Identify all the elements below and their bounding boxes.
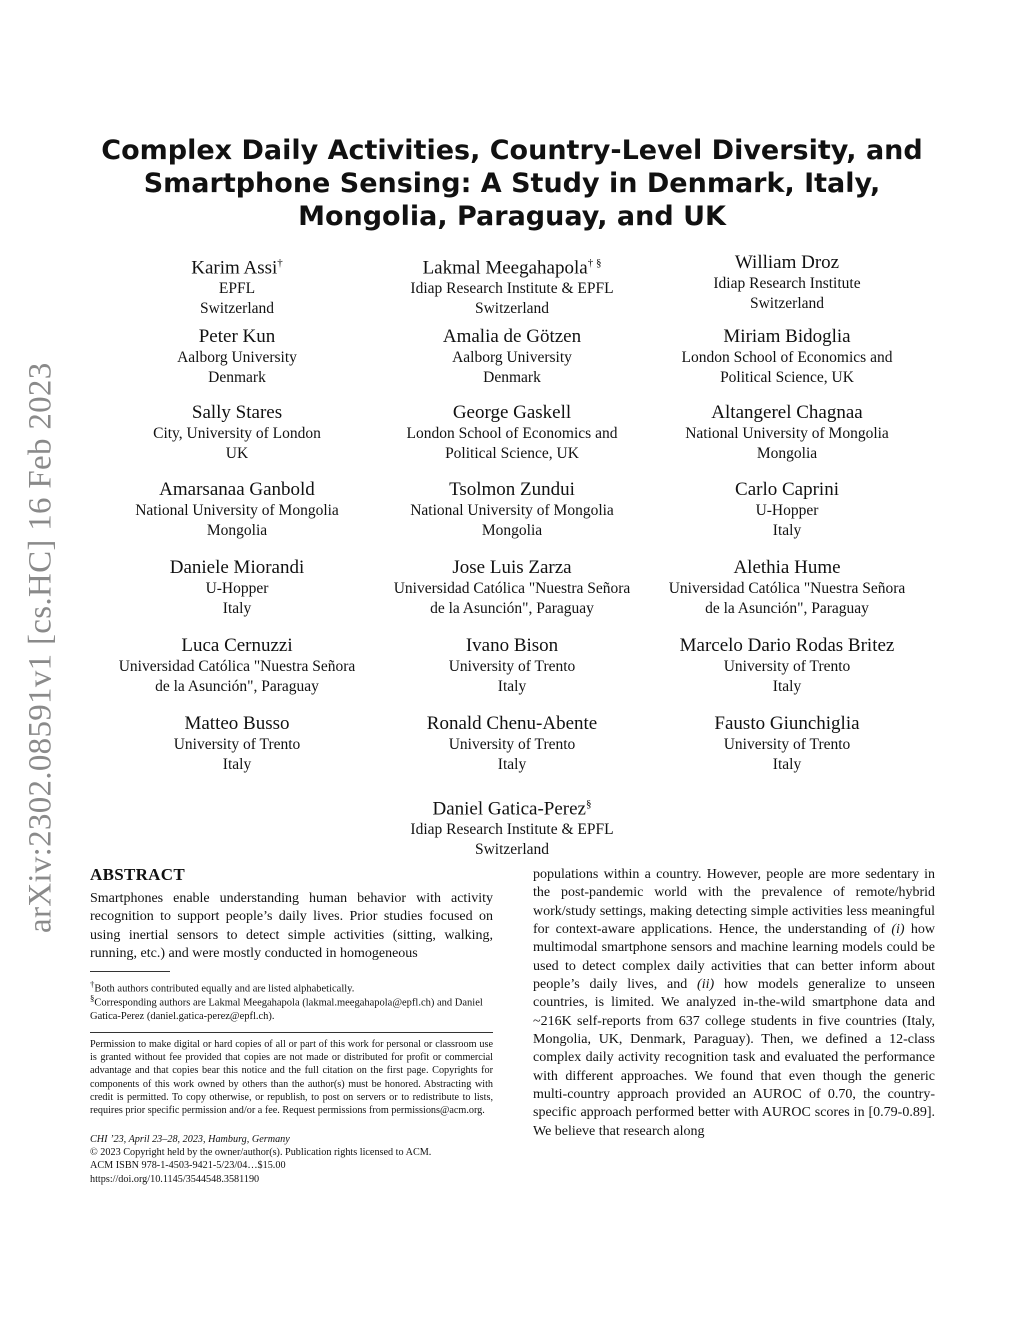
author-affiliation: Universidad Católica "Nuestra Señora (393, 580, 631, 597)
author-name: Ivano Bison (465, 635, 559, 656)
author-affiliation: University of Trento (173, 736, 301, 753)
author-affiliation: Aalborg University (452, 349, 572, 366)
author-name: Ronald Chenu-Abente (426, 713, 598, 734)
author-affiliation: Switzerland (474, 300, 550, 318)
author-affiliation: Political Science, UK (720, 369, 854, 386)
author-name: Tsolmon Zundui (449, 479, 575, 500)
author-block (377, 635, 647, 697)
author-affiliation: University of Trento (448, 736, 576, 753)
author-block (102, 402, 372, 464)
author-affiliation: Denmark (208, 369, 266, 386)
author-affiliation: UK (225, 445, 249, 462)
author-affiliation: Idiap Research Institute (713, 275, 861, 292)
permission-divider (90, 1032, 493, 1033)
author-affiliation: Aalborg University (177, 349, 297, 366)
author-affiliation: Mongolia (756, 445, 818, 462)
author-affiliation: Switzerland (199, 300, 275, 318)
author-block (377, 252, 647, 319)
footnote-corresponding-authors: §Corresponding authors are Lakmal Meegahapola (lakmal.meegahapola@epfl.ch) and Daniel Gatica-Perez (daniel.gatica-perez@epfl.ch). (90, 993, 483, 1022)
author-name: Altangerel Chagnaa (711, 402, 863, 423)
author-name: Amarsanaa Ganbold (159, 479, 315, 500)
author-affiliation: EPFL (218, 280, 256, 298)
author-name: Luca Cernuzzi (181, 635, 293, 656)
author-name: Daniele Miorandi (169, 557, 305, 578)
author-affiliation: Italy (772, 678, 802, 695)
abstract-text-right: populations within a country. However, people are more sedentary in the post-pandemic world with the prevalence of remote/hybrid work/study settings, making detecting simple activities less meaningful for context-aware applications. Hence, the understanding of (i) how multimodal smartphone sensors and machine learning models could be used to detect complex daily activities that can better inform about people’s daily lives, and (ii) how models generalize to unseen countries, is limited. We analyzed in-the-wild smartphone data and ~216K self-reports from 637 college students in five countries (Italy, Mongolia, UK, Denmark, Paraguay). Then, we defined a 12-class complex daily activity recognition task and evaluated the performance with different approaches. We found that even though the generic multi-country approach provided an AUROC of 0.70, the country-specific approach performed better with AUROC scores in [0.79-0.89]. We believe that research along (533, 867, 935, 1139)
author-affiliation: Switzerland (474, 841, 550, 859)
author-affiliation: Switzerland (749, 295, 825, 312)
author-block (377, 793, 647, 860)
author-mark: § (586, 798, 592, 810)
isbn: ACM ISBN 978-1-4503-9421-5/23/04…$15.00 (90, 1160, 286, 1172)
author-affiliation: Idiap Research Institute & EPFL (410, 821, 614, 839)
author-block (652, 557, 922, 619)
author-affiliation: Italy (222, 756, 252, 773)
author-block (377, 713, 647, 775)
author-affiliation: Italy (772, 756, 802, 773)
author-block (377, 402, 647, 464)
author-name: Miriam Bidoglia (723, 326, 851, 347)
author-affiliation: National University of Mongolia (410, 502, 614, 519)
author-affiliation: Universidad Católica "Nuestra Señora (668, 580, 906, 597)
author-name: Matteo Busso (184, 713, 290, 734)
author-affiliation: Universidad Católica "Nuestra Señora (118, 658, 356, 675)
author-block (377, 479, 647, 541)
author-affiliation: Italy (772, 522, 802, 539)
author-name: Daniel Gatica-Perez§ (432, 798, 592, 820)
author-name: Sally Stares (191, 402, 283, 423)
arxiv-identifier: arXiv:2302.08591v1 [cs.HC] 16 Feb 2023 (22, 362, 59, 934)
author-name: Marcelo Dario Rodas Britez (679, 635, 895, 656)
author-block (652, 479, 922, 541)
author-affiliation: London School of Economics and (681, 349, 893, 366)
author-name: Peter Kun (198, 326, 276, 347)
author-block (652, 713, 922, 775)
author-affiliation: University of Trento (723, 658, 851, 675)
author-affiliation: National University of Mongolia (135, 502, 339, 519)
author-affiliation: National University of Mongolia (685, 425, 889, 442)
author-block (652, 635, 922, 697)
author-name: George Gaskell (452, 402, 572, 423)
author-block (102, 252, 372, 319)
author-block (652, 326, 922, 388)
author-affiliation: Mongolia (481, 522, 543, 539)
author-block (652, 402, 922, 464)
author-name: Amalia de Götzen (442, 326, 582, 347)
author-affiliation: City, University of London (153, 425, 321, 442)
footnote-equal-contribution: †Both authors contributed equally and are listed alphabetically. (90, 979, 355, 995)
author-affiliation: Denmark (483, 369, 541, 386)
author-name: Fausto Giunchiglia (714, 713, 860, 734)
author-affiliation: Mongolia (206, 522, 268, 539)
author-name: William Droz (734, 252, 840, 273)
author-block (102, 713, 372, 775)
author-affiliation: Italy (497, 678, 527, 695)
paper-title: Complex Daily Activities, Country-Level Diversity, and Smartphone Sensing: A Study in Denmark, Italy, Mongolia, Paraguay, and UK (101, 135, 923, 232)
author-block (377, 326, 647, 388)
author-affiliation: Italy (497, 756, 527, 773)
author-name: Alethia Hume (733, 557, 841, 578)
author-affiliation: de la Asunción", Paraguay (155, 678, 319, 695)
author-affiliation: de la Asunción", Paraguay (430, 600, 594, 617)
author-affiliation: U-Hopper (205, 580, 269, 597)
author-block (102, 557, 372, 619)
author-name: Karim Assi† (191, 257, 283, 279)
author-name: Jose Luis Zarza (452, 557, 572, 578)
author-affiliation: Italy (222, 600, 252, 617)
author-affiliation: de la Asunción", Paraguay (705, 600, 869, 617)
author-name: Carlo Caprini (735, 479, 839, 500)
author-block (102, 635, 372, 697)
copyright-notice: © 2023 Copyright held by the owner/author(s). Publication rights licensed to ACM. (90, 1147, 432, 1159)
author-block (652, 252, 922, 314)
permission-notice: Permission to make digital or hard copies of all or part of this work for personal or classroom use is granted without fee provided that copies are not made or distributed for profit or commercial advantage and that copies bear this notice and the full citation on the first page. Copyrights for components of this work owned by others than the author(s) must be honored. Abstracting with credit is permitted. To copy otherwise, or republish, to post on servers or to redistribute to lists, requires prior specific permission and/or a fee. Request permissions from permissions@acm.org. (90, 1039, 493, 1117)
abstract-text-left: Smartphones enable understanding human behavior with activity recognition to support people’s daily lives. Prior studies focused on using inertial sensors to detect simple activities (sitting, walking, running, etc.) and were mostly conducted in homogeneous (90, 891, 493, 961)
author-block (377, 557, 647, 619)
conference-info: CHI ’23, April 23–28, 2023, Hamburg, Germany (90, 1134, 290, 1145)
author-block (102, 479, 372, 541)
author-affiliation: Political Science, UK (445, 445, 579, 462)
author-affiliation: U-Hopper (755, 502, 819, 519)
author-affiliation: University of Trento (723, 736, 851, 753)
footnote-divider (90, 971, 170, 972)
author-mark: † § (587, 257, 602, 269)
author-affiliation: London School of Economics and (406, 425, 618, 442)
author-affiliation: University of Trento (448, 658, 576, 675)
doi-link[interactable]: https://doi.org/10.1145/3544548.3581190 (90, 1173, 260, 1185)
author-affiliation: Idiap Research Institute & EPFL (410, 280, 614, 298)
author-block (102, 326, 372, 388)
author-name: Lakmal Meegahapola† § (422, 257, 602, 279)
publication-info (90, 1133, 510, 1186)
author-mark: † (277, 257, 283, 269)
abstract-heading: ABSTRACT (90, 865, 185, 884)
